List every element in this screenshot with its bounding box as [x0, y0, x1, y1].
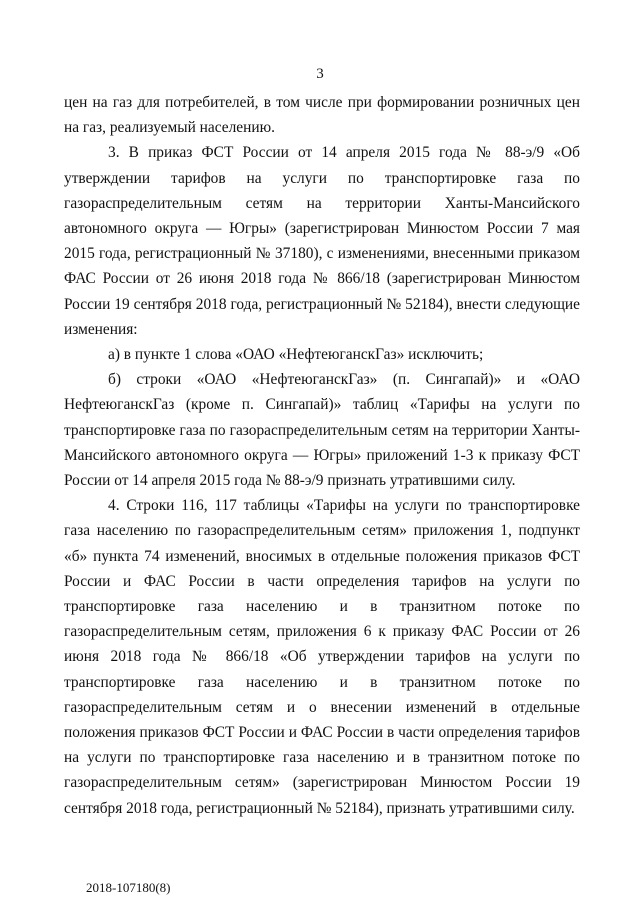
document-body [64, 90, 580, 821]
paragraph-subitem-a: а) в пункте 1 слова «ОАО «НефтеюганскГаз» исключить; [108, 346, 484, 364]
page-number: 3 [316, 66, 324, 82]
document-code: 2018-107180(8) [86, 880, 171, 895]
paragraph-subitem-b: б) строки «ОАО «НефтеюганскГаз» (п. Сингапай)» и «ОАО НефтеюганскГаз (кроме п. Сингапай)» таблиц «Тарифы на услуги по транспортировке газа по газораспределительным сетям на территории Ханты-Мансийского автономного округа — Югры» приложений 1-3 к приказу ФСТ России от 14 апреля 2015 года № 88-э/9 признать утратившими силу. [64, 371, 580, 490]
paragraph-item-4: 4. Строки 116, 117 таблицы «Тарифы на услуги по транспортировке газа населению по газораспределительным сетям» приложения 1, подпункт «б» пункта 74 изменений, вносимых в отдельные положения приказов ФСТ России и ФАС России в части определения тарифов на услуги по транспортировке газа населению и в транзитном потоке по газораспределительным сетям, приложения 6 к приказу ФАС России от 26 июня 2018 года № 866/18 «Об утверждении тарифов на услуги по транспортировке газа населению и в транзитном потоке по газораспределительным сетям и о внесении изменений в отдельные положения приказов ФСТ России и ФАС России в части определения тарифов на услуги по транспортировке газа населению и в транзитном потоке по газораспределительным сетям» (зарегистрирован Минюстом России 19 сентября 2018 года, регистрационный № 52184), признать утратившими силу. [64, 497, 580, 817]
paragraph-item-3: 3. В приказ ФСТ России от 14 апреля 2015 года № 88-э/9 «Об утверждении тарифов на услуги по транспортировке газа по газораспределительным сетям на территории Ханты-Мансийского автономного округа — Югры» (зарегистрирован Минюстом России 7 мая 2015 года, регистрационный № 37180), с изменениями, внесенными приказом ФАС России от 26 июня 2018 года № 866/18 (зарегистрирован Минюстом России 19 сентября 2018 года, регистрационный № 52184), внести следующие изменения: [64, 144, 580, 338]
paragraph-continuation: цен на газ для потребителей, в том числе при формировании розничных цен на газ, реализуемый населению. [64, 94, 580, 137]
